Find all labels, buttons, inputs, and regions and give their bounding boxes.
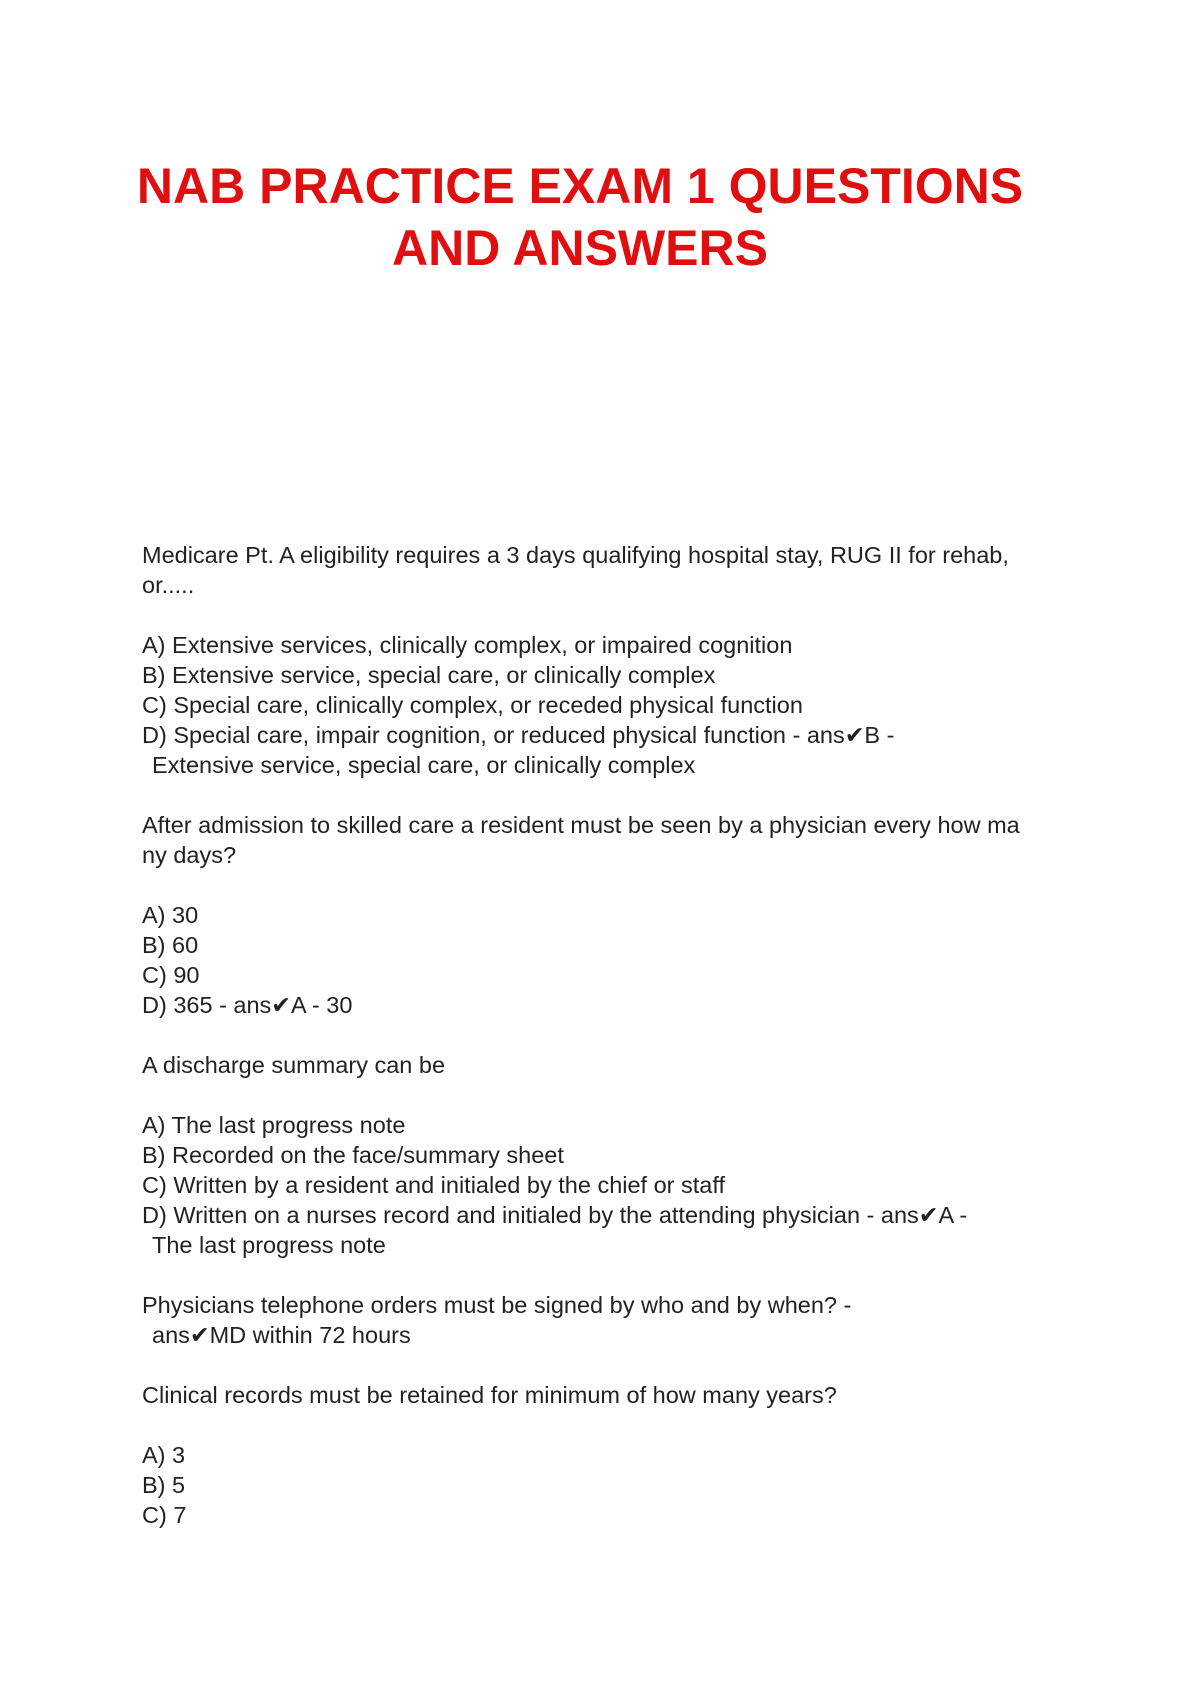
question-2-option-d: D) 365 - ans✔A - 30 (142, 992, 353, 1018)
question-5-text-line-1: Clinical records must be retained for minimum of how many years? (142, 1382, 837, 1408)
question-1-options (142, 630, 1072, 780)
question-3-option-c: C) Written by a resident and initialed by the chief or staff (142, 1172, 726, 1198)
question-1-answer: Extensive service, special care, or clinically complex (152, 752, 696, 778)
document-title-line-2: AND ANSWERS (392, 220, 768, 276)
question-3-prompt (142, 1050, 1072, 1080)
question-5-option-a: A) 3 (142, 1442, 186, 1468)
question-1-option-d: D) Special care, impair cognition, or reduced physical function - ans✔B - (142, 722, 895, 748)
question-1-option-c: C) Special care, clinically complex, or receded physical function (142, 692, 803, 718)
question-5-option-c: C) 7 (142, 1502, 187, 1528)
question-4-answer: ans✔MD within 72 hours (152, 1322, 411, 1348)
question-3-option-b: B) Recorded on the face/summary sheet (142, 1142, 564, 1168)
question-5-prompt (142, 1380, 1072, 1410)
question-2-options (142, 900, 1072, 1020)
question-2-text-line-2: ny days? (142, 842, 237, 868)
question-2-option-c: C) 90 (142, 962, 200, 988)
document-title-line-1: NAB PRACTICE EXAM 1 QUESTIONS (136, 158, 1024, 214)
question-3-text-line-1: A discharge summary can be (142, 1052, 446, 1078)
question-5-options (142, 1440, 1072, 1530)
document-title (0, 155, 1160, 279)
question-4-prompt (142, 1290, 1072, 1350)
question-1-text-line-1: Medicare Pt. A eligibility requires a 3 days qualifying hospital stay, RUG II for rehab, (142, 542, 1009, 568)
question-2-text-line-1: After admission to skilled care a resident must be seen by a physician every how ma (142, 812, 1020, 838)
question-3-options (142, 1110, 1072, 1260)
question-3-answer: The last progress note (152, 1232, 386, 1258)
question-1-option-b: B) Extensive service, special care, or clinically complex (142, 662, 716, 688)
question-1-option-a: A) Extensive services, clinically complex, or impaired cognition (142, 632, 793, 658)
question-list (142, 540, 1072, 1560)
question-3-option-a: A) The last progress note (142, 1112, 406, 1138)
question-1-text-line-2: or..... (142, 572, 195, 598)
question-4-text-line-1: Physicians telephone orders must be signed by who and by when? - (142, 1292, 852, 1318)
question-2-prompt (142, 810, 1072, 870)
question-3-option-d: D) Written on a nurses record and initialed by the attending physician - ans✔A - (142, 1202, 968, 1228)
question-2-option-b: B) 60 (142, 932, 199, 958)
question-1-prompt (142, 540, 1072, 600)
question-5-option-b: B) 5 (142, 1472, 186, 1498)
question-2-option-a: A) 30 (142, 902, 199, 928)
